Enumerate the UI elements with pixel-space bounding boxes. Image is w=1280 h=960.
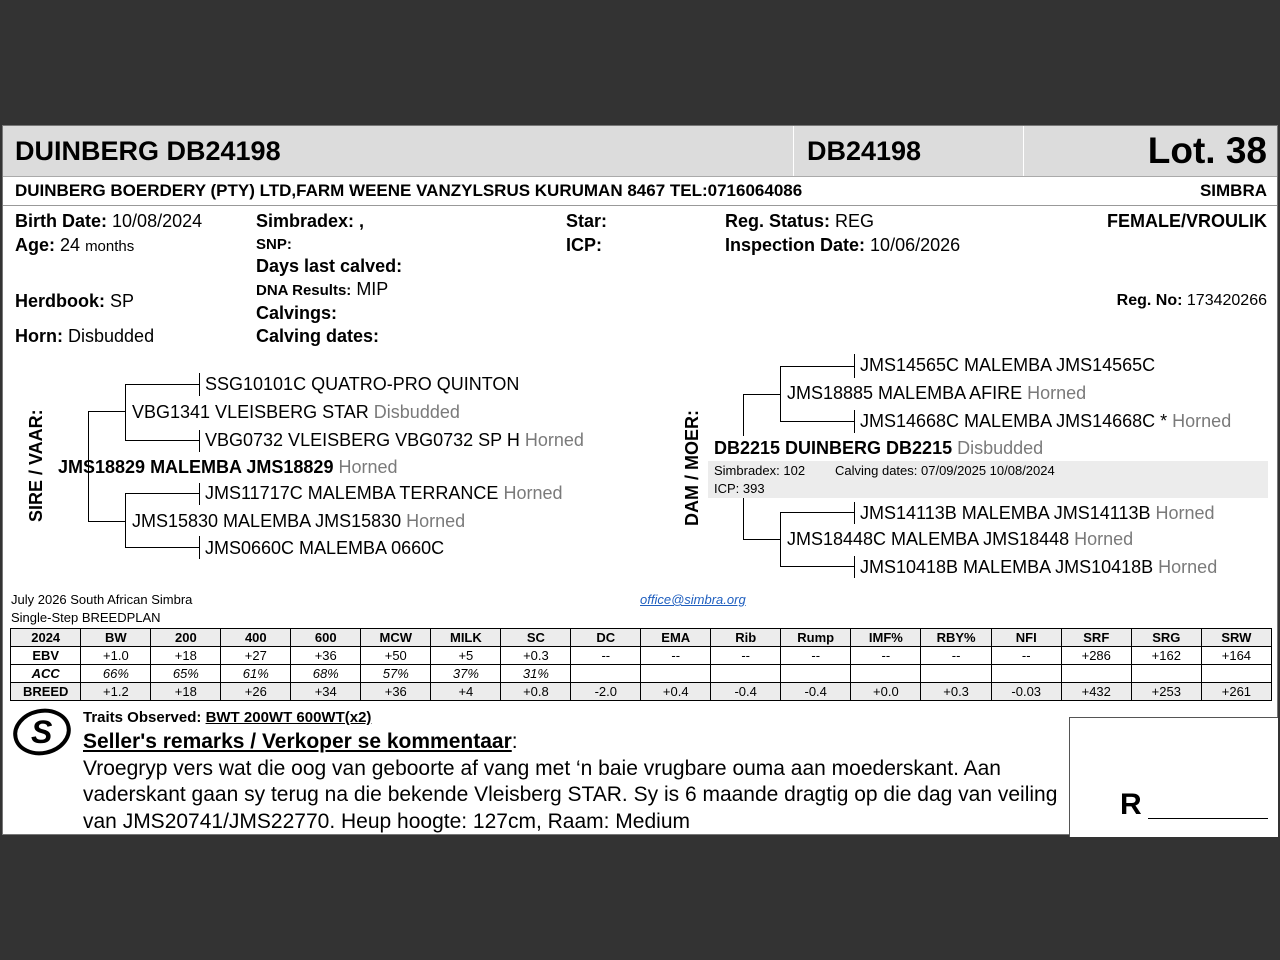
- ebv-cell: 200: [151, 629, 221, 647]
- dam-icp: ICP: 393: [714, 481, 765, 496]
- simbradex: Simbradex: ,: [256, 211, 365, 231]
- sire-name: JMS18829 MALEMBA JMS18829 Horned: [58, 457, 398, 477]
- ebv-cell: [851, 665, 921, 683]
- dam-side-label: DAM / MOER:: [682, 410, 702, 526]
- ebv-cell: [991, 665, 1061, 683]
- inspection-date: Inspection Date: 10/06/2026: [725, 235, 961, 255]
- ebv-row: [11, 665, 1272, 683]
- ebv-cell: [711, 665, 781, 683]
- ebv-cell: +432: [1061, 683, 1131, 701]
- ebv-cell: 37%: [431, 665, 501, 683]
- ebv-cell: +18: [151, 647, 221, 665]
- ebv-cell: +27: [221, 647, 291, 665]
- ebv-cell: [1201, 665, 1271, 683]
- dam-simbradex: Simbradex: 102: [714, 463, 806, 478]
- breed-name: SIMBRA: [1199, 181, 1267, 200]
- header-divider: [793, 126, 794, 176]
- ebv-cell: [641, 665, 711, 683]
- sire-gg4: JMS0660C MALEMBA 0660C: [205, 538, 445, 558]
- ebv-cell: Rib: [711, 629, 781, 647]
- horn-status: Horn: Disbudded: [15, 326, 155, 346]
- sire-grand-dam: JMS15830 MALEMBA JMS15830 Horned: [132, 511, 466, 531]
- ebv-cell: [1131, 665, 1201, 683]
- ebv-cell: +261: [1201, 683, 1271, 701]
- ebv-table: [10, 628, 1272, 701]
- ebv-cell: 400: [221, 629, 291, 647]
- remarks-line: van JMS20741/JMS22770. Heup hoogte: 127cm, Raam: Medium: [83, 810, 691, 833]
- ebv-cell: 31%: [501, 665, 571, 683]
- ebv-cell: +5: [431, 647, 501, 665]
- reg-number: Reg. No: 173420266: [1116, 292, 1267, 309]
- dam-gg2: JMS14668C MALEMBA JMS14668C * Horned: [860, 411, 1232, 431]
- ebv-cell: 65%: [151, 665, 221, 683]
- lot-number: Lot. 38: [1147, 130, 1267, 171]
- ebv-cell: [1061, 665, 1131, 683]
- price-box: [1069, 717, 1278, 837]
- ebv-cell: --: [641, 647, 711, 665]
- calving-dates: Calving dates:: [256, 326, 380, 346]
- ebv-cell: SRW: [1201, 629, 1271, 647]
- ebv-cell: +0.8: [501, 683, 571, 701]
- icp: ICP:: [566, 235, 602, 255]
- dam-grand-sire: JMS18885 MALEMBA AFIRE Horned: [787, 383, 1087, 403]
- ebv-cell: -2.0: [571, 683, 641, 701]
- ebv-cell: MILK: [431, 629, 501, 647]
- ebv-cell: DC: [571, 629, 641, 647]
- ebv-cell: +26: [221, 683, 291, 701]
- ebv-cell: NFI: [991, 629, 1061, 647]
- ebv-cell: +0.3: [501, 647, 571, 665]
- dam-calving-dates: Calving dates: 07/09/2025 10/08/2024: [835, 463, 1055, 478]
- ebv-cell: [571, 665, 641, 683]
- dam-name: DB2215 DUINBERG DB2215 Disbudded: [714, 438, 1044, 458]
- ebv-cell: --: [851, 647, 921, 665]
- ebv-cell: --: [991, 647, 1061, 665]
- header-bar: [3, 126, 1277, 177]
- ebv-cell: +164: [1201, 647, 1271, 665]
- ebv-source-line2: Single-Step BREEDPLAN: [11, 610, 161, 625]
- ebv-cell: 61%: [221, 665, 291, 683]
- remarks-title: Seller's remarks / Verkoper se kommentaar:: [83, 730, 518, 753]
- ebv-row: [11, 647, 1272, 665]
- ebv-cell: [781, 665, 851, 683]
- lot-card: [2, 125, 1278, 835]
- ebv-cell: +0.4: [641, 683, 711, 701]
- ebv-cell: --: [711, 647, 781, 665]
- ebv-source-line1: July 2026 South African Simbra: [11, 592, 193, 607]
- ebv-row: [11, 683, 1272, 701]
- ebv-cell: +1.2: [81, 683, 151, 701]
- ebv-cell: --: [781, 647, 851, 665]
- ebv-cell: +34: [291, 683, 361, 701]
- ebv-cell: +253: [1131, 683, 1201, 701]
- ebv-cell: +286: [1061, 647, 1131, 665]
- ebv-header-row: [11, 629, 1272, 647]
- ebv-cell: SRG: [1131, 629, 1201, 647]
- remarks-line: vaderskant gaan sy terug na die bekende Vleisberg STAR. Sy is 6 maande dragtig op die dag van veiling: [83, 783, 1058, 806]
- ebv-cell: +36: [361, 683, 431, 701]
- calvings: Calvings:: [256, 303, 338, 323]
- dna-results: DNA Results: MIP: [256, 279, 389, 299]
- ebv-cell: +36: [291, 647, 361, 665]
- logo-letter: S: [31, 714, 53, 750]
- ebv-row-label: ACC: [11, 665, 81, 683]
- ebv-cell: [921, 665, 991, 683]
- ebv-cell: +18: [151, 683, 221, 701]
- ebv-cell: SC: [501, 629, 571, 647]
- price-line[interactable]: [1148, 818, 1268, 819]
- ebv-cell: Rump: [781, 629, 851, 647]
- ebv-cell: 68%: [291, 665, 361, 683]
- ebv-cell: RBY%: [921, 629, 991, 647]
- ebv-cell: +0.0: [851, 683, 921, 701]
- ebv-cell: EMA: [641, 629, 711, 647]
- animal-id: DB24198: [807, 136, 922, 166]
- ebv-cell: 57%: [361, 665, 431, 683]
- sire-side-label: SIRE / VAAR:: [26, 409, 46, 522]
- ebv-cell: +1.0: [81, 647, 151, 665]
- owner-row: [3, 177, 1277, 206]
- ebv-cell: --: [921, 647, 991, 665]
- ebv-row-label: 2024: [11, 629, 81, 647]
- star: Star:: [566, 211, 608, 231]
- sire-grand-sire: VBG1341 VLEISBERG STAR Disbudded: [132, 402, 460, 422]
- ebv-cell: -0.4: [711, 683, 781, 701]
- sire-gg3: JMS11717C MALEMBA TERRANCE Horned: [205, 483, 563, 503]
- animal-title: DUINBERG DB24198: [15, 136, 281, 166]
- snp: SNP:: [256, 236, 292, 253]
- birth-date: Birth Date: 10/08/2024: [15, 211, 203, 231]
- dam-gg4: JMS10418B MALEMBA JMS10418B Horned: [860, 557, 1218, 577]
- ebv-cell: SRF: [1061, 629, 1131, 647]
- ebv-cell: +50: [361, 647, 431, 665]
- simbra-logo-icon: [11, 704, 77, 758]
- herdbook: Herdbook: SP: [15, 291, 135, 311]
- ebv-cell: -0.4: [781, 683, 851, 701]
- email-link[interactable]: office@simbra.org: [640, 592, 746, 607]
- days-last-calved: Days last calved:: [256, 256, 403, 276]
- ebv-cell: 600: [291, 629, 361, 647]
- ebv-cell: IMF%: [851, 629, 921, 647]
- sire-gg2: VBG0732 VLEISBERG VBG0732 SP H Horned: [205, 430, 584, 450]
- ebv-row-label: EBV: [11, 647, 81, 665]
- remarks-line: Vroegryp vers wat die oog van geboorte af vang met ‘n baie vrugbare ouma aan moederskant. Aan: [83, 757, 1001, 780]
- ebv-cell: BW: [81, 629, 151, 647]
- sex: FEMALE/VROULIK: [1107, 211, 1267, 231]
- dam-gg3: JMS14113B MALEMBA JMS14113B Horned: [860, 503, 1215, 523]
- traits-observed: Traits Observed: BWT 200WT 600WT(x2): [83, 709, 372, 726]
- dam-grand-dam: JMS18448C MALEMBA JMS18448 Horned: [787, 529, 1134, 549]
- age: Age: 24 months: [15, 235, 135, 255]
- reg-status: Reg. Status: REG: [725, 211, 875, 231]
- ebv-cell: --: [571, 647, 641, 665]
- sire-gg1: SSG10101C QUATRO-PRO QUINTON: [205, 374, 520, 394]
- ebv-row-label: BREED: [11, 683, 81, 701]
- owner-details: DUINBERG BOERDERY (PTY) LTD,FARM WEENE VANZYLSRUS KURUMAN 8467 TEL:0716064086: [15, 181, 803, 200]
- header-divider: [1023, 126, 1024, 176]
- ebv-cell: MCW: [361, 629, 431, 647]
- dam-gg1: JMS14565C MALEMBA JMS14565C: [860, 355, 1156, 375]
- ebv-cell: -0.03: [991, 683, 1061, 701]
- ebv-cell: +162: [1131, 647, 1201, 665]
- ebv-cell: 66%: [81, 665, 151, 683]
- price-label: R: [1120, 788, 1142, 821]
- ebv-cell: +0.3: [921, 683, 991, 701]
- ebv-cell: +4: [431, 683, 501, 701]
